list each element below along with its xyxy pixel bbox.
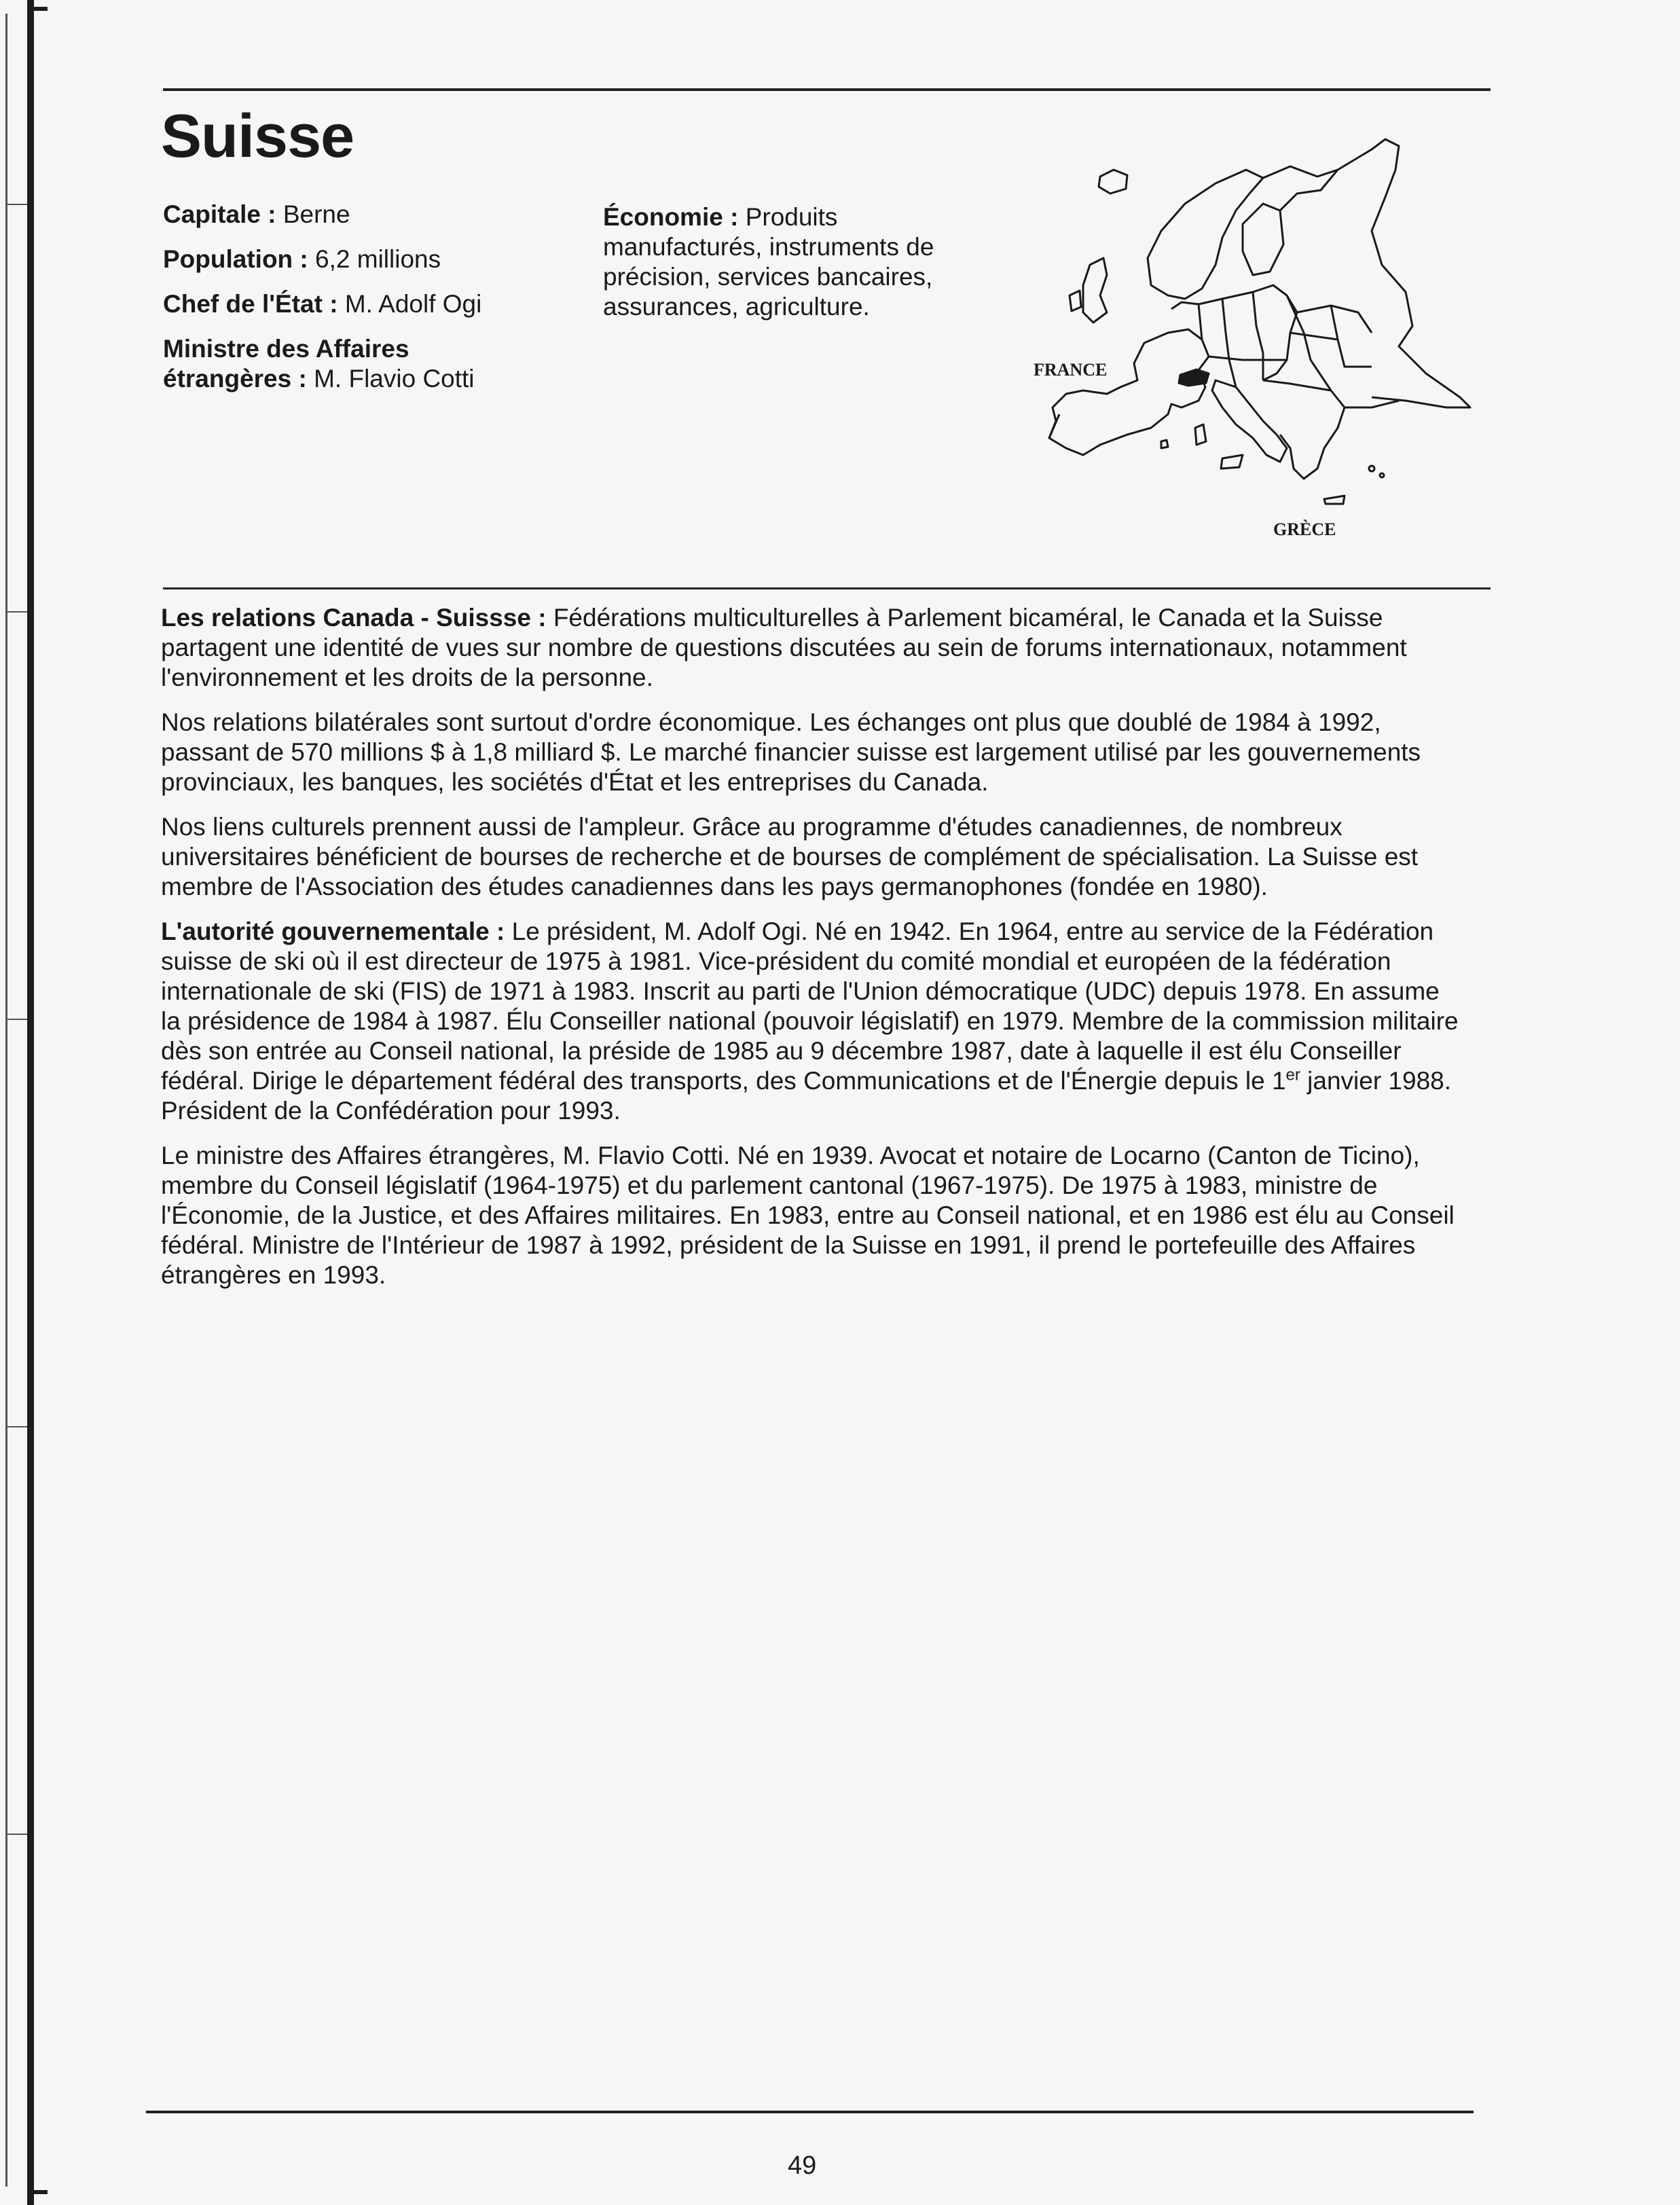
- binder-edge: [0, 0, 48, 2205]
- foreign-minister-row: [163, 334, 543, 394]
- paragraph-culture: Nos liens culturels prennent aussi de l'ampleur. Grâce au programme d'études canadiennes, de nombreux universitaires bénéficient de bourses de recherche et de bourses de complément de spécialisation. La Suisse est membre de l'Association des études canadiennes dans les pays germanophones (fondée en 1980).: [161, 813, 1419, 900]
- map-label-france: FRANCE: [1034, 360, 1108, 380]
- capital-row: [163, 200, 543, 230]
- paragraph-foreign-minister: Le ministre des Affaires étrangères, M. Flavio Cotti. Né en 1939. Avocat et notaire de Locarno (Canton de Ticino), membre du Conseil législatif (1964-1975) et du parlement cantonal (1967-1975). De 1975 à 1983, ministre de l'Économie, de la Justice, et des Affaires militaires. En 1983, entre au Conseil national, et en 1986 est élu au Conseil fédéral. Ministre de l'Intérieur de 1987 à 1992, président de la Suisse en 1991, il prend le portefeuille des Affaires étrangères en 1993.: [161, 1142, 1455, 1289]
- main-text: [161, 603, 1465, 1305]
- europe-map: [1019, 129, 1494, 550]
- relations-heading: Les relations Canada - Suissse :: [161, 604, 547, 632]
- government-text-a: Le président, M. Adolf Ogi. Né en 1942. En 1964, entre au service de la Fédération suisse de ski où il est directeur de 1975 à 1981. Vice-président du comité mondial et européen de la fédération internationale de ski (FIS) de 1971 à 1983. Inscrit au parti de l'Union démocratique (UDC) depuis 1978. En assume la présidence de 1984 à 1987. Élu Conseiller national (pouvoir législatif) en 1979. Membre de la commission militaire dès son entrée au Conseil national, la préside de 1985 au 9 décembre 1987, date à laquelle il est élu Conseiller fédéral. Dirige le département fédéral des transports, des Communications et de l'Énergie depuis le 1: [161, 917, 1459, 1095]
- economy-value: Produits manufacturés, instruments de précision, services bancaires, assurances, agriculture.: [603, 203, 934, 321]
- top-rule: [163, 88, 1491, 91]
- capital-label: Capitale :: [163, 200, 276, 228]
- page-title: Suisse: [161, 103, 354, 170]
- economy-block: [603, 202, 983, 322]
- paragraph-relations: [161, 603, 1465, 693]
- europe-map-icon: [1019, 129, 1494, 550]
- population-label: Population :: [163, 245, 308, 273]
- map-label-greece: GRÈCE: [1273, 520, 1336, 539]
- capital-value: Berne: [276, 200, 350, 228]
- head-of-state-row: [163, 289, 543, 319]
- population-row: [163, 244, 543, 274]
- government-text-b: janvier 1988. Président de la Confédération pour 1993.: [161, 1067, 1452, 1125]
- page-number: 49: [788, 2151, 817, 2180]
- foreign-minister-value: M. Flavio Cotti: [306, 365, 475, 393]
- head-of-state-value: M. Adolf Ogi: [337, 290, 482, 318]
- foreign-minister-label-line2: étrangères :: [163, 365, 307, 393]
- head-of-state-label: Chef de l'État :: [163, 290, 338, 318]
- economy-label: Économie :: [603, 203, 739, 231]
- relations-text: Fédérations multiculturelles à Parlement bicaméral, le Canada et la Suisse partagent une identité de vues sur nombre de questions discutées au sein de forums internationaux, notamment l'environnement et les droits de la personne.: [161, 604, 1407, 691]
- country-facts: [163, 200, 543, 394]
- footer-rule: [146, 2111, 1474, 2113]
- paragraph-government: [161, 917, 1465, 1126]
- section-rule: [163, 587, 1491, 589]
- government-heading: L'autorité gouvernementale :: [161, 917, 505, 945]
- foreign-minister-label-line1: Ministre des Affaires: [163, 335, 409, 363]
- ordinal-superscript: er: [1285, 1065, 1300, 1085]
- paragraph-bilateral: Nos relations bilatérales sont surtout d'ordre économique. Les échanges ont plus que doublé de 1984 à 1992, passant de 570 millions $ à 1,8 milliard $. Le marché financier suisse est largement utilisé par les gouvernements provinciaux, les banques, les sociétés d'État et les entreprises du Canada.: [161, 708, 1421, 796]
- population-value: 6,2 millions: [308, 245, 441, 273]
